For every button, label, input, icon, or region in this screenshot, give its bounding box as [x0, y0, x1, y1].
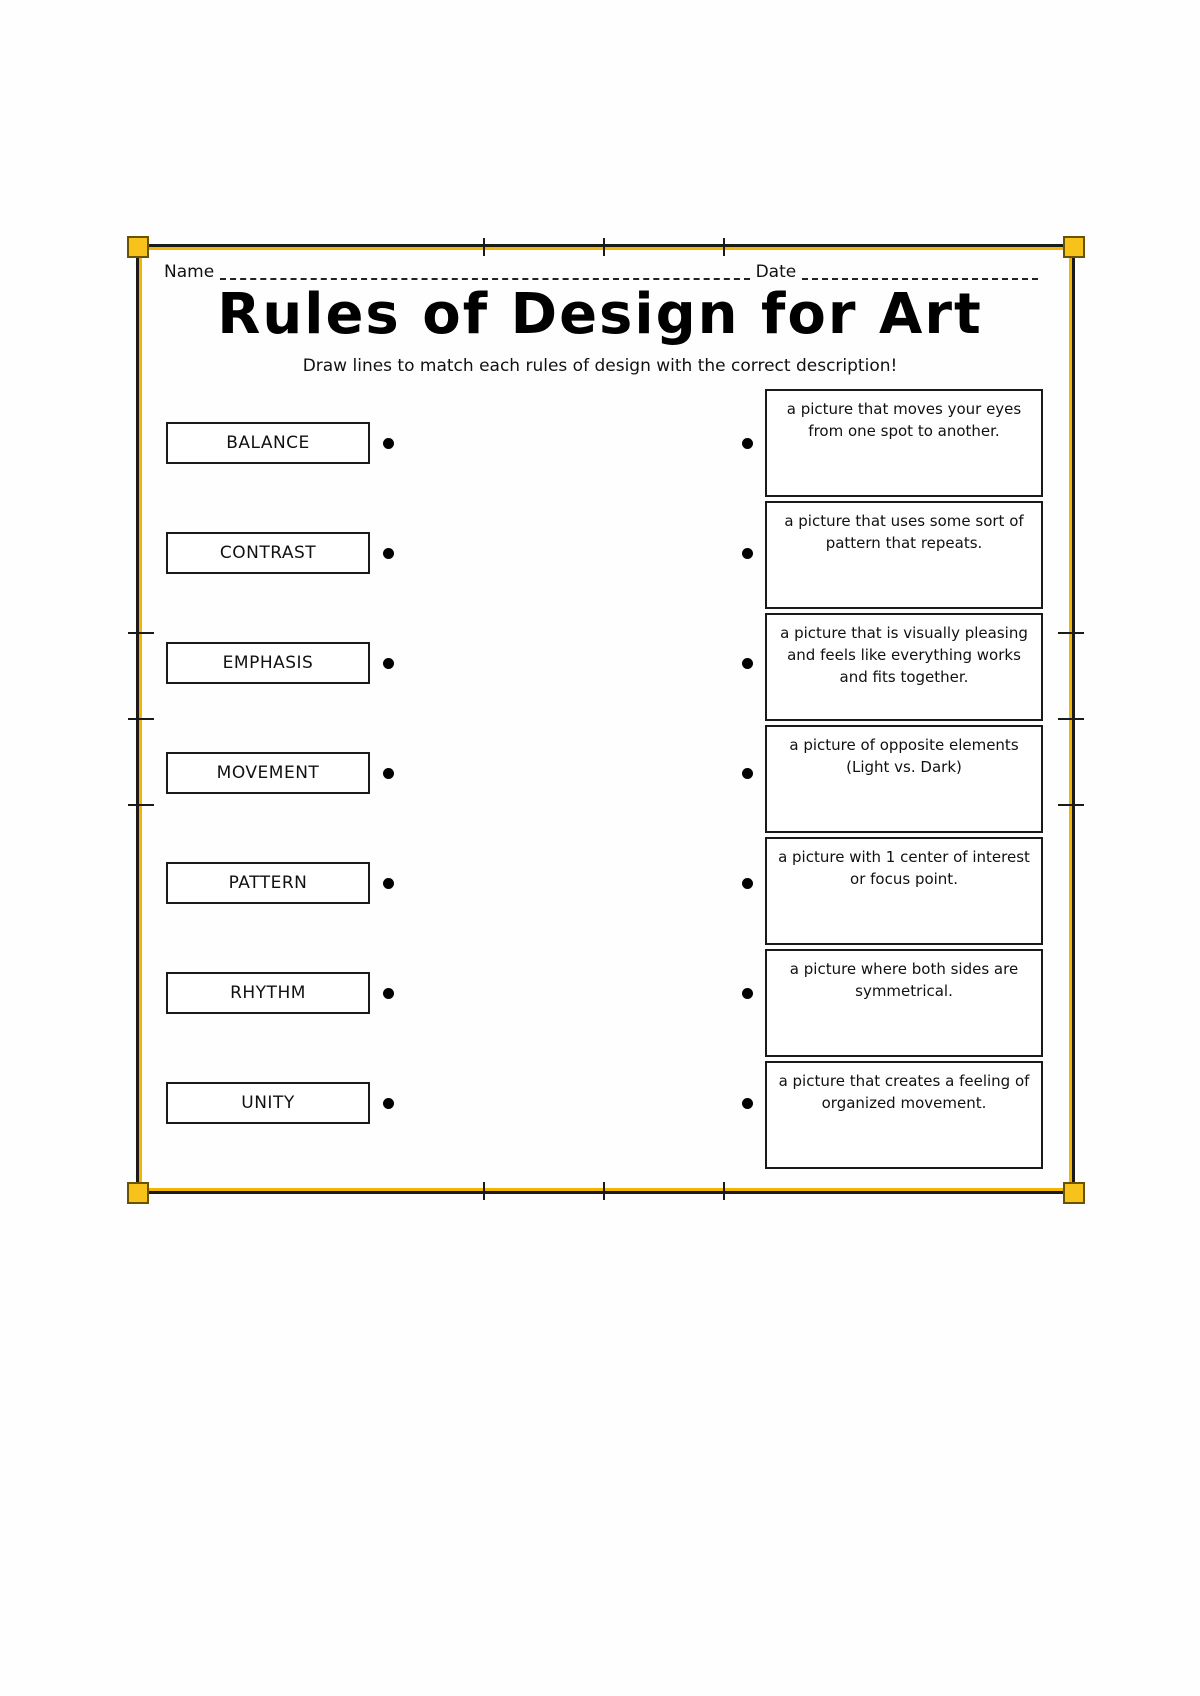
term-box-emphasis: EMPHASIS: [166, 642, 370, 684]
frame-bottom-gold: [138, 1188, 1076, 1191]
name-field[interactable]: [220, 262, 750, 280]
date-field[interactable]: [802, 262, 1038, 280]
description-box: a picture that uses some sort of pattern that repeats.: [765, 501, 1043, 609]
frame-tick: [1058, 718, 1084, 720]
term-dot[interactable]: [383, 658, 394, 669]
frame-corner-top-right: [1063, 236, 1085, 258]
frame-corner-top-left: [127, 236, 149, 258]
term-box-balance: BALANCE: [166, 422, 370, 464]
description-dot[interactable]: [742, 658, 753, 669]
description-box: a picture that is visually pleasing and feels like everything works and fits together.: [765, 613, 1043, 721]
description-dot[interactable]: [742, 1098, 753, 1109]
frame-tick: [603, 238, 605, 256]
frame-tick: [128, 632, 154, 634]
description-box: a picture where both sides are symmetrical.: [765, 949, 1043, 1057]
description-dot[interactable]: [742, 988, 753, 999]
name-label: Name: [164, 262, 215, 282]
frame-bottom-line: [138, 1191, 1076, 1194]
term-box-rhythm: RHYTHM: [166, 972, 370, 1014]
description-dot[interactable]: [742, 548, 753, 559]
term-box-unity: UNITY: [166, 1082, 370, 1124]
page-title: Rules of Design for Art: [217, 282, 983, 347]
frame-tick: [483, 1182, 485, 1200]
frame-corner-bottom-left: [127, 1182, 149, 1204]
description-box: a picture that creates a feeling of organized movement.: [765, 1061, 1043, 1169]
frame-tick: [603, 1182, 605, 1200]
term-dot[interactable]: [383, 878, 394, 889]
description-dot[interactable]: [742, 438, 753, 449]
description-dot[interactable]: [742, 878, 753, 889]
frame-tick: [483, 238, 485, 256]
instructions: Draw lines to match each rules of design with the correct description!: [302, 356, 898, 376]
description-box: a picture with 1 center of interest or focus point.: [765, 837, 1043, 945]
term-dot[interactable]: [383, 1098, 394, 1109]
frame-tick: [1058, 632, 1084, 634]
term-dot[interactable]: [383, 548, 394, 559]
frame-tick: [723, 1182, 725, 1200]
date-label: Date: [755, 262, 797, 282]
description-box: a picture of opposite elements (Light vs. Dark): [765, 725, 1043, 833]
frame-top-gold: [138, 247, 1076, 250]
frame-corner-bottom-right: [1063, 1182, 1085, 1204]
term-dot[interactable]: [383, 988, 394, 999]
term-box-pattern: PATTERN: [166, 862, 370, 904]
name-date-line: [164, 262, 1044, 284]
frame-tick: [723, 238, 725, 256]
frame-tick: [128, 804, 154, 806]
description-box: a picture that moves your eyes from one spot to another.: [765, 389, 1043, 497]
frame-tick: [1058, 804, 1084, 806]
term-box-contrast: CONTRAST: [166, 532, 370, 574]
term-dot[interactable]: [383, 438, 394, 449]
description-dot[interactable]: [742, 768, 753, 779]
term-box-movement: MOVEMENT: [166, 752, 370, 794]
frame-tick: [128, 718, 154, 720]
term-dot[interactable]: [383, 768, 394, 779]
